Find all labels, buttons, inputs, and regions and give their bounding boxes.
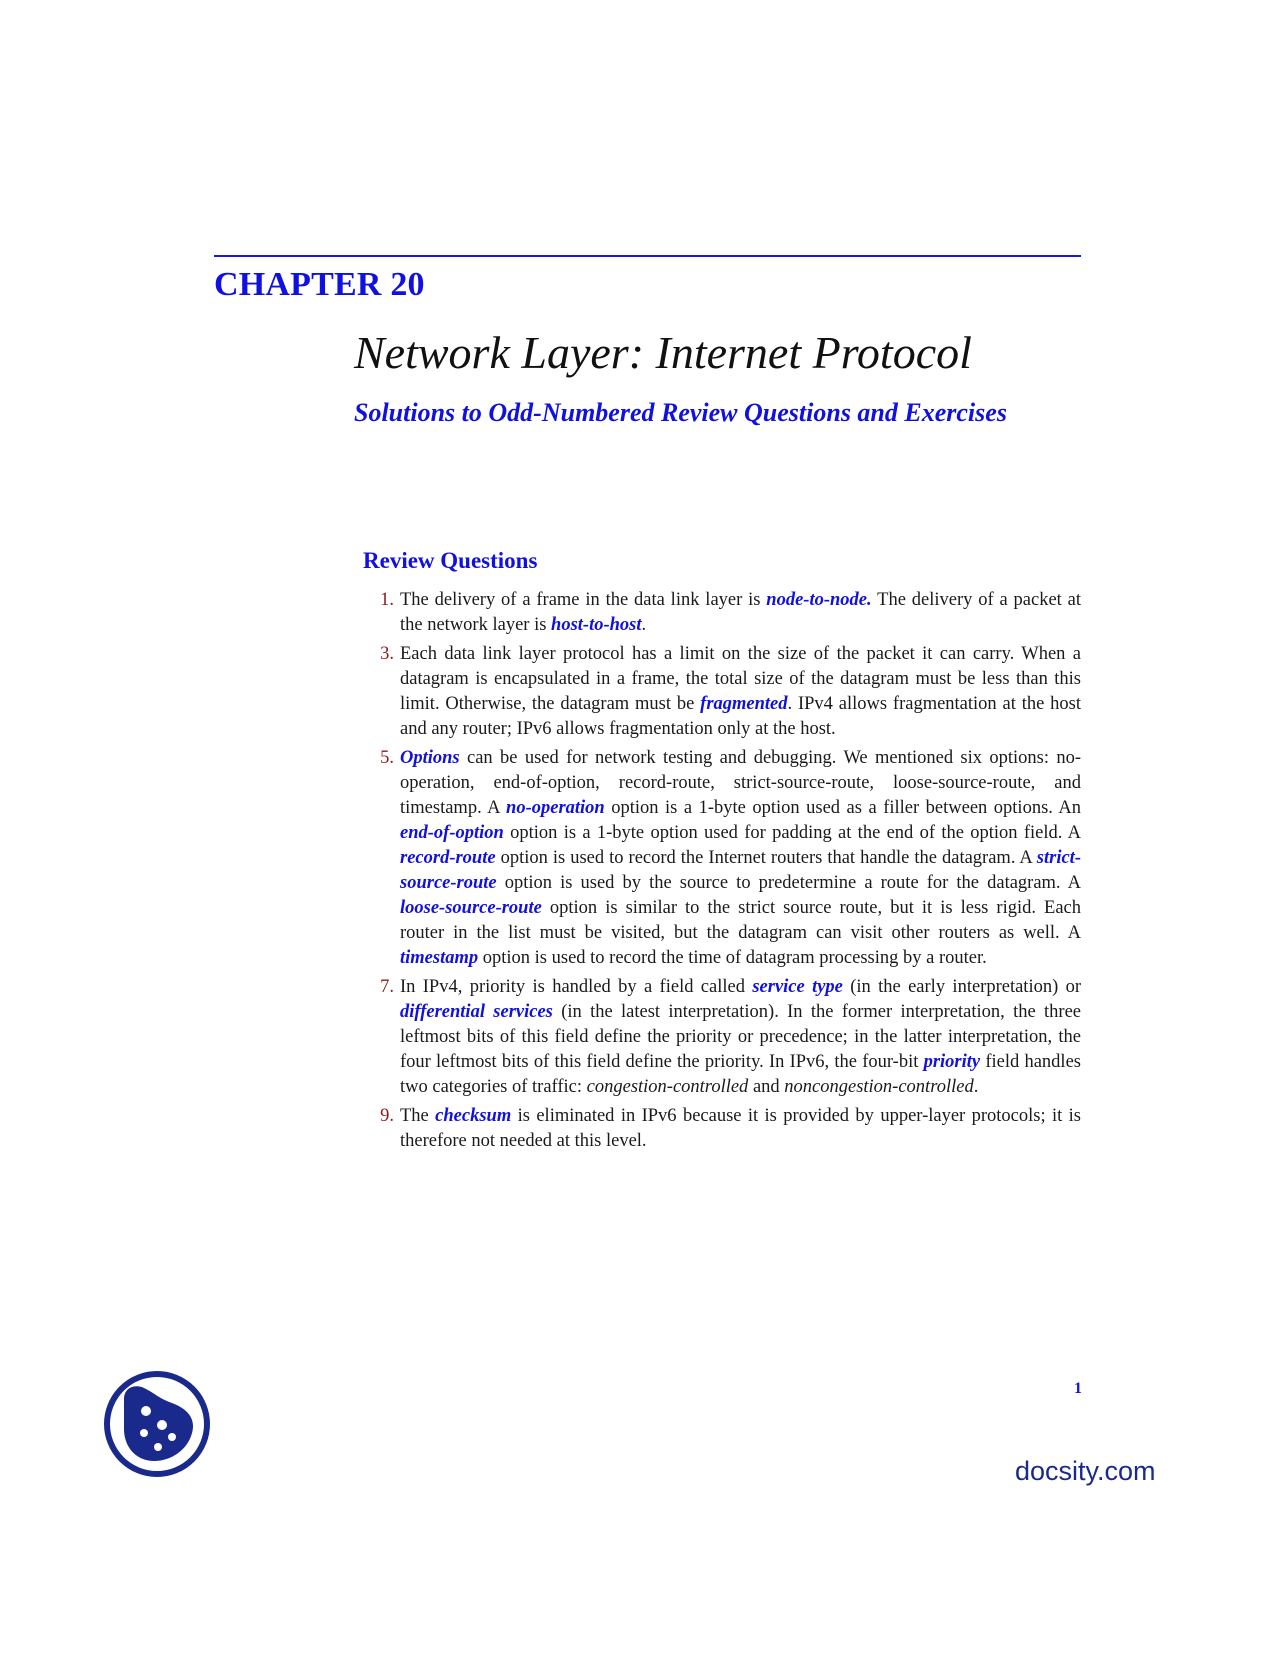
- question-number: 5.: [380, 748, 394, 768]
- answer-text: The delivery of a frame in the data link layer is: [400, 590, 767, 610]
- answer-text: The: [400, 1106, 436, 1126]
- keyword: node-to-node.: [766, 590, 872, 610]
- keyword: strict-source-route: [400, 848, 1081, 893]
- keyword: record-route: [400, 848, 496, 868]
- chapter-title: Network Layer: Internet Protocol: [354, 327, 972, 378]
- keyword: priority: [923, 1052, 981, 1072]
- question-number: 9.: [380, 1106, 394, 1126]
- answer-text: .: [973, 1077, 979, 1097]
- question-item: [380, 588, 1081, 638]
- emphasis-text: congestion-controlled: [586, 1077, 749, 1097]
- question-item: [380, 642, 1081, 742]
- answer-text: option is a 1-byte option used for padding at the end of the option field. A: [503, 823, 1081, 843]
- keyword: checksum: [435, 1106, 512, 1126]
- answer-text: . IPv4 allows fragmentation at the host and any router; IPv6 allows fragmentation only at the host.: [400, 694, 1081, 739]
- question-number: 3.: [380, 644, 394, 664]
- answer-text: and: [748, 1077, 785, 1097]
- answer-text: option is used by the source to predetermine a route for the datagram. A: [496, 873, 1081, 893]
- answer-text: The delivery of a packet at the network layer is: [400, 590, 1081, 635]
- keyword: host-to-host: [551, 615, 642, 635]
- review-questions-list: [380, 588, 1082, 1158]
- answer-text: option is used to record the time of datagram processing by a router.: [478, 948, 987, 968]
- page-number: 1: [1074, 1380, 1082, 1397]
- answer-text: is eliminated in IPv6 because it is provided by upper-layer protocols; it is therefore not needed at this level.: [400, 1106, 1081, 1151]
- answer-text: Each data link layer protocol has a limit on the size of the packet it can carry. When a datagram is encapsulated in a frame, the total size of the datagram must be less than this limit. Otherwise, the datagram must be: [400, 644, 1081, 714]
- keyword: differential services: [400, 1002, 553, 1022]
- section-heading: Review Questions: [363, 548, 538, 573]
- keyword: no-operation: [506, 798, 605, 818]
- answer-text: field handles two categories of traffic:: [400, 1052, 1081, 1097]
- question-item: [380, 975, 1082, 1100]
- keyword: Options: [400, 748, 460, 768]
- header-rule: [214, 255, 1081, 257]
- answer-text: option is a 1-byte option used as a filler between options. An: [604, 798, 1081, 818]
- answer-text: (in the latest interpretation). In the former interpretation, the three leftmost bits of this field define the priority or precedence; in the latter interpretation, the four leftmost bits of this field define the priority. In IPv6, the four-bit: [400, 1002, 1081, 1072]
- keyword: service type: [752, 977, 843, 997]
- keyword: end-of-option: [400, 823, 504, 843]
- question-item: [380, 746, 1081, 971]
- keyword: timestamp: [400, 948, 479, 968]
- question-item: [380, 1104, 1081, 1154]
- answer-text: (in the early interpretation) or: [842, 977, 1082, 997]
- chapter-subtitle: Solutions to Odd-Numbered Review Questions and Exercises: [354, 398, 1007, 427]
- keyword: loose-source-route: [400, 898, 542, 918]
- question-number: 7.: [380, 977, 394, 997]
- docsity-logo-icon[interactable]: [102, 1369, 212, 1479]
- answer-text: can be used for network testing and debugging. We mentioned six options: no-operation, end-of-option, record-route, strict-source-route, loose-source-route, and timestamp. A: [400, 748, 1081, 818]
- brand-link[interactable]: docsity.com: [1015, 1456, 1156, 1486]
- answer-text: option is similar to the strict source route, but it is less rigid. Each router in the list must be visited, but the datagram can visit other routers as well. A: [400, 898, 1081, 943]
- keyword: fragmented: [700, 694, 788, 714]
- question-number: 1.: [380, 590, 394, 610]
- chapter-label: CHAPTER 20: [214, 266, 425, 303]
- answer-text: .: [641, 615, 647, 635]
- answer-text: option is used to record the Internet routers that handle the datagram. A: [495, 848, 1037, 868]
- emphasis-text: noncongestion-controlled: [784, 1077, 974, 1097]
- answer-text: In IPv4, priority is handled by a field called: [400, 977, 753, 997]
